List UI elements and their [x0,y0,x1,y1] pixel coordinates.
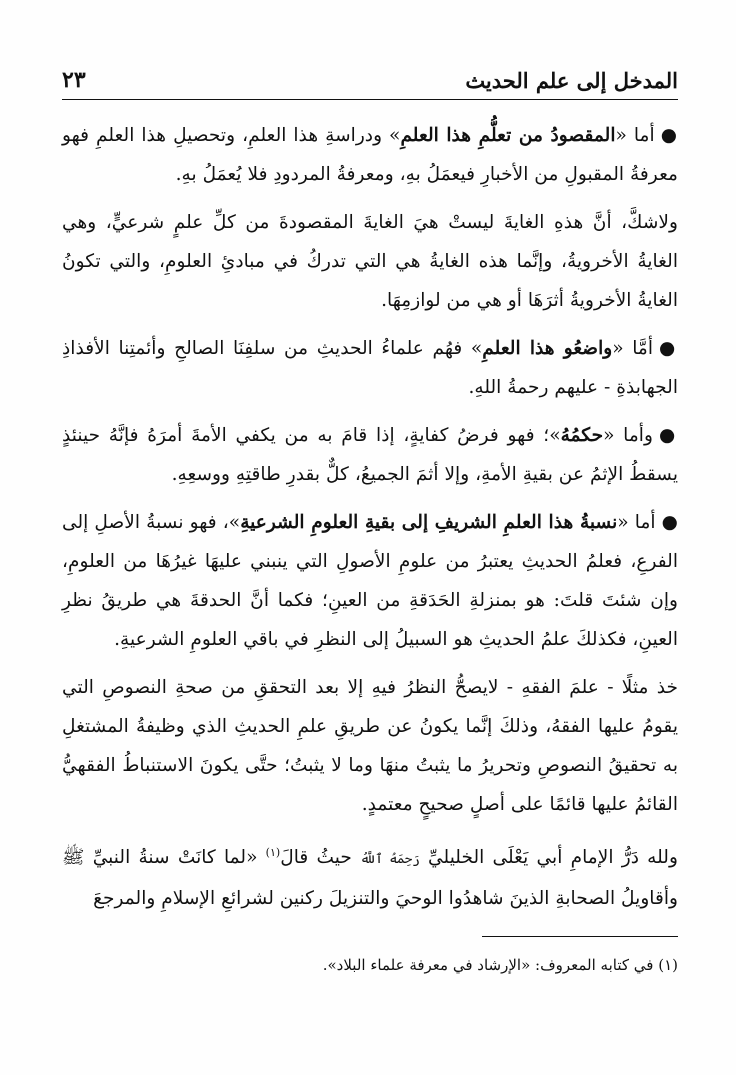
paragraph-lead: وأما « [603,425,653,446]
page-number: ٢٣ [62,67,86,93]
paragraph-text: »؛ فهو فرضُ كفايةٍ، إذا قامَ به من يكفي الأمةَ أمرَهُ فإنَّهُ حينئذٍ يسقطُ الإثمُ عن بقيةِ الأمةِ، وإلا أثمَ الجميعُ، كلٌّ بقدرِ طاقتِهِ ووسعِهِ. [62,425,678,485]
page-header [62,0,678,100]
bullet-icon: ● [658,425,678,446]
paragraph-heading: حكمُهُ [560,425,604,446]
paragraph-relation [62,503,678,659]
footnote [62,952,678,978]
page-body [62,100,678,978]
paragraph-text: حيثُ قالَ [280,847,352,869]
paragraph-lead: أما « [615,125,655,146]
paragraph-text: ولاشكَّ، أنَّ هذهِ الغايةَ ليستْ هيَ الغايةَ المقصودةَ من كلِّ علمٍ شرعيٍّ، وهي الغايةُ الأخرويةُ، وإنَّما هذه الغايةُ هي التي تدركُ في مبادئِ العلومِ، والتي تكونُ الغايةُ الأخرويةُ أثرَهَا أو هي من لوازمِهَا. [62,212,678,311]
paragraph-text: » فهُم علماءُ الحديثِ من سلفِنَا الصالحِ وأئمتِنا الأفذاذِ الجهابذةِ - عليهم رحمةُ اللهِ. [62,338,678,398]
paragraph-heading: واضعُو هذا العلمِ [482,338,613,359]
bullet-icon: ● [659,338,678,359]
paragraph-text: »، فهو نسبةُ الأصلِ إلى الفرعِ، فعلمُ الحديثِ يعتبرُ من علومِ الأصولِ التي ينبني عليهَا غيرُهَا من العلومِ، وإن شئتَ قلتَ: هو بمنزلةِ الحَدَقةِ من العينِ؛ فكما أنَّ الحدقةَ هي طريقُ نظرِ العينِ، فكذلكَ علمُ الحديثِ هو السبيلُ إلى النظرِ في باقي العلومِ الشرعيةِ. [62,512,678,650]
paragraph-text: ولله دَرُّ الإمامِ أبي يَعْلَى الخليليِّ [428,847,678,869]
bullet-icon: ● [661,512,678,533]
honorific-mark: رَحِمَهُ ٱللَّهُ [360,852,420,868]
footnote-reference[interactable]: (١) [265,846,281,859]
running-title: المدخل إلى علم الحديث [465,68,678,93]
paragraph-example [62,668,678,824]
footnote-divider [482,936,678,937]
paragraph-heading: المقصودُ من تعلُّمِ هذا العلمِ [400,125,616,146]
salutation-mark: ﷺ [62,847,85,869]
paragraph-text: «لما كانَتْ سنةُ النبيِّ [92,847,258,869]
paragraph-lead: أما « [617,512,656,533]
paragraph-founders [62,329,678,407]
paragraph-heading: نسبةُ هذا العلمِ الشريفِ إلى بقيةِ العلومِ الشرعيةِ [240,512,618,533]
paragraph-text: وأقاويلُ الصحابةِ الذينَ شاهدُوا الوحيَ والتنزيلَ ركنين لشرائعِ الإسلامِ والمرجعَ [93,888,678,910]
paragraph-goal [62,203,678,320]
paragraph-quote [62,833,678,918]
paragraph-lead: أمَّا « [612,338,654,359]
paragraph-text: » ودراسةِ هذا العلمِ، وتحصيلِ هذا العلمِ فهو معرفةُ المقبولِ من الأخبارِ فيعمَلُ بهِ، ومعرفةُ المردودِ فلا يُعمَلُ بهِ. [62,125,678,185]
footnote-text: (١) في كتابه المعروف: «الإرشاد في معرفة علماء البلاد». [322,956,678,975]
paragraph-purpose [62,116,678,194]
paragraph-ruling [62,416,678,494]
bullet-icon: ● [660,125,678,146]
paragraph-text: خذ مثلًا - علمَ الفقهِ - لايصحُّ النظرُ فيهِ إلا بعد التحققِ من صحةِ النصوصِ التي يقومُ عليها الفقهُ، وذلكَ إنَّما يكونُ عن طريقِ علمِ الحديثِ الذي وظيفةُ المشتغلِ به تحقيقُ النصوصِ وتحريرُ ما يثبتُ منهَا وما لا يثبتُ؛ حتَّى يكونَ الاستنباطُ الفقهيُّ القائمُ عليها قائمًا على أصلٍ صحيحٍ معتمدٍ. [62,677,678,815]
